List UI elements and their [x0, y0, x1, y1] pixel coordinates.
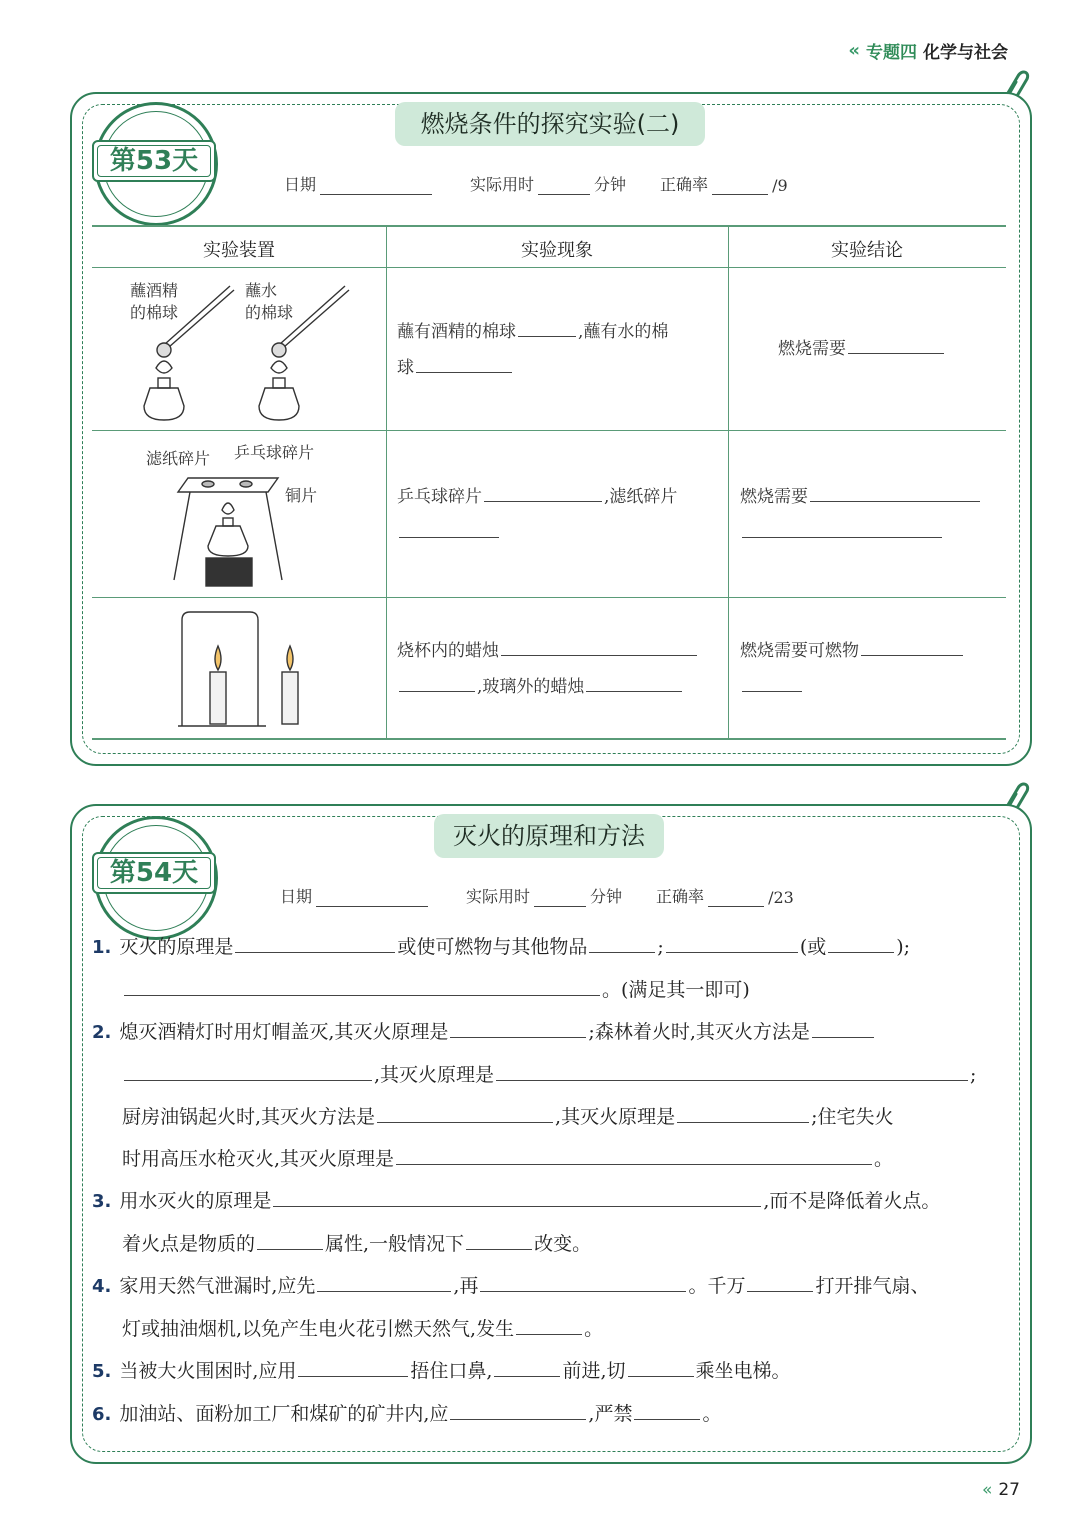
- question-6: 6. 加油站、面粉加工厂和煤矿的矿井内,应 ,严禁 。: [92, 1393, 1012, 1436]
- question-3: 3. 用水灭火的原理是 ,而不是降低着火点。: [92, 1180, 1012, 1223]
- accuracy-label: 正确率: [656, 887, 705, 906]
- answer-blank[interactable]: [450, 1399, 586, 1420]
- label-filter-paper: 滤纸碎片: [146, 449, 211, 468]
- answer-blank[interactable]: [480, 1271, 686, 1292]
- chevron-left-icon: «: [981, 1480, 993, 1500]
- answer-blank[interactable]: [494, 1356, 560, 1377]
- answer-blank[interactable]: [501, 637, 697, 656]
- table-header-conclusion: 实验结论: [831, 240, 903, 261]
- table-top-rule: [92, 225, 1006, 227]
- accuracy-total: /9: [772, 176, 788, 195]
- answer-blank[interactable]: [861, 637, 963, 656]
- date-blank[interactable]: [320, 180, 432, 195]
- date-blank[interactable]: [316, 892, 428, 907]
- answer-blank[interactable]: [124, 1060, 372, 1081]
- copper-plate-illustration: [168, 470, 288, 590]
- answer-blank[interactable]: [399, 673, 475, 692]
- table-row-rule: [92, 597, 1006, 598]
- answer-blank[interactable]: [396, 1144, 872, 1165]
- answer-blank[interactable]: [812, 1017, 874, 1038]
- question-4-cont: 灯或抽油烟机,以免产生电火花引燃天然气,发生 。: [92, 1308, 1012, 1350]
- label-copper: 铜片: [285, 486, 318, 505]
- question-1: 1. 灭火的原理是 或使可燃物与其他物品 ; (或 );: [92, 926, 1012, 969]
- table-col-rule: [728, 225, 729, 739]
- day53-title: 燃烧条件的探究实验(二): [395, 102, 705, 146]
- time-label: 实际用时: [470, 175, 535, 194]
- label-pingpong: 乒乓球碎片: [234, 443, 315, 462]
- answer-blank[interactable]: [516, 1314, 582, 1335]
- answer-blank[interactable]: [742, 673, 802, 692]
- question-2-cont: 时用高压水枪灭火,其灭火原理是 。: [92, 1138, 1012, 1180]
- question-list: [92, 926, 1012, 1436]
- answer-blank[interactable]: [416, 354, 512, 373]
- row2-conclusion: 燃烧需要: [740, 479, 1002, 551]
- day54-title: 灭火的原理和方法: [434, 814, 664, 858]
- chevron-left-icon: «: [848, 40, 860, 61]
- answer-blank[interactable]: [634, 1399, 700, 1420]
- accuracy-total: /23: [768, 888, 794, 907]
- accuracy-blank[interactable]: [712, 180, 768, 195]
- question-1-cont: 。(满足其一即可): [92, 969, 1012, 1011]
- question-2-cont: ,其灭火原理是 ;: [92, 1054, 1012, 1096]
- table-header-rule: [92, 267, 1006, 268]
- page-number: « 27: [981, 1480, 1020, 1500]
- row3-conclusion: 燃烧需要可燃物: [740, 633, 1002, 705]
- answer-blank[interactable]: [399, 519, 499, 538]
- answer-blank[interactable]: [666, 932, 798, 953]
- answer-blank[interactable]: [518, 318, 576, 337]
- answer-blank[interactable]: [273, 1186, 761, 1207]
- answer-blank[interactable]: [677, 1102, 809, 1123]
- label-alcohol-ball: 蘸酒精 的棉球: [130, 281, 179, 322]
- answer-blank[interactable]: [235, 932, 395, 953]
- topic-label: 专题四: [866, 43, 917, 63]
- answer-blank[interactable]: [484, 483, 602, 502]
- date-label: 日期: [280, 887, 313, 906]
- day54-badge: 第54天: [92, 852, 216, 894]
- answer-blank[interactable]: [628, 1356, 694, 1377]
- accuracy-label: 正确率: [660, 175, 709, 194]
- row1-phenomenon: 蘸有酒精的棉球 ,蘸有水的棉 球: [397, 314, 722, 386]
- question-2: 2. 熄灭酒精灯时用灯帽盖灭,其灭火原理是 ;森林着火时,其灭火方法是: [92, 1011, 1012, 1054]
- answer-blank[interactable]: [810, 483, 980, 502]
- date-label: 日期: [284, 175, 317, 194]
- answer-blank[interactable]: [848, 335, 944, 354]
- alcohol-lamp-illustration: [120, 282, 370, 424]
- answer-blank[interactable]: [377, 1102, 553, 1123]
- time-label: 实际用时: [466, 887, 531, 906]
- row3-phenomenon: 烧杯内的蜡烛 ,玻璃外的蜡烛: [397, 633, 722, 705]
- page-header: [848, 38, 1008, 63]
- table-col-rule: [386, 225, 387, 739]
- accuracy-blank[interactable]: [708, 892, 764, 907]
- label-water-ball: 蘸水 的棉球: [245, 281, 294, 322]
- time-unit: 分钟: [590, 887, 623, 906]
- answer-blank[interactable]: [124, 975, 600, 996]
- answer-blank[interactable]: [747, 1271, 813, 1292]
- day53-badge: 第53天: [92, 140, 216, 182]
- answer-blank[interactable]: [496, 1060, 968, 1081]
- table-header-apparatus: 实验装置: [203, 240, 275, 261]
- answer-blank[interactable]: [257, 1229, 323, 1250]
- answer-blank[interactable]: [298, 1356, 408, 1377]
- answer-blank[interactable]: [466, 1229, 532, 1250]
- time-unit: 分钟: [594, 175, 627, 194]
- answer-blank[interactable]: [828, 932, 894, 953]
- time-blank[interactable]: [538, 180, 590, 195]
- answer-blank[interactable]: [589, 932, 655, 953]
- answer-blank[interactable]: [450, 1017, 586, 1038]
- question-3-cont: 着火点是物质的 属性,一般情况下 改变。: [92, 1223, 1012, 1265]
- day53-meta: [284, 172, 788, 195]
- question-4: 4. 家用天然气泄漏时,应先 ,再 。千万 打开排气扇、: [92, 1265, 1012, 1308]
- row2-phenomenon: 乒乓球碎片 ,滤纸碎片: [397, 479, 722, 551]
- candle-beaker-illustration: [174, 606, 324, 732]
- answer-blank[interactable]: [317, 1271, 451, 1292]
- answer-blank[interactable]: [742, 519, 942, 538]
- table-header-phenomenon: 实验现象: [521, 240, 593, 261]
- answer-blank[interactable]: [586, 673, 682, 692]
- day54-meta: [280, 884, 794, 907]
- question-2-cont: 厨房油锅起火时,其灭火方法是 ,其灭火原理是 ;住宅失火: [92, 1096, 1012, 1138]
- row1-conclusion: 燃烧需要: [778, 331, 946, 367]
- table-bottom-rule: [92, 738, 1006, 740]
- time-blank[interactable]: [534, 892, 586, 907]
- question-5: 5. 当被大火围困时,应用 捂住口鼻, 前进,切 乘坐电梯。: [92, 1350, 1012, 1393]
- table-row-rule: [92, 430, 1006, 431]
- topic-subtitle: 化学与社会: [923, 43, 1008, 63]
